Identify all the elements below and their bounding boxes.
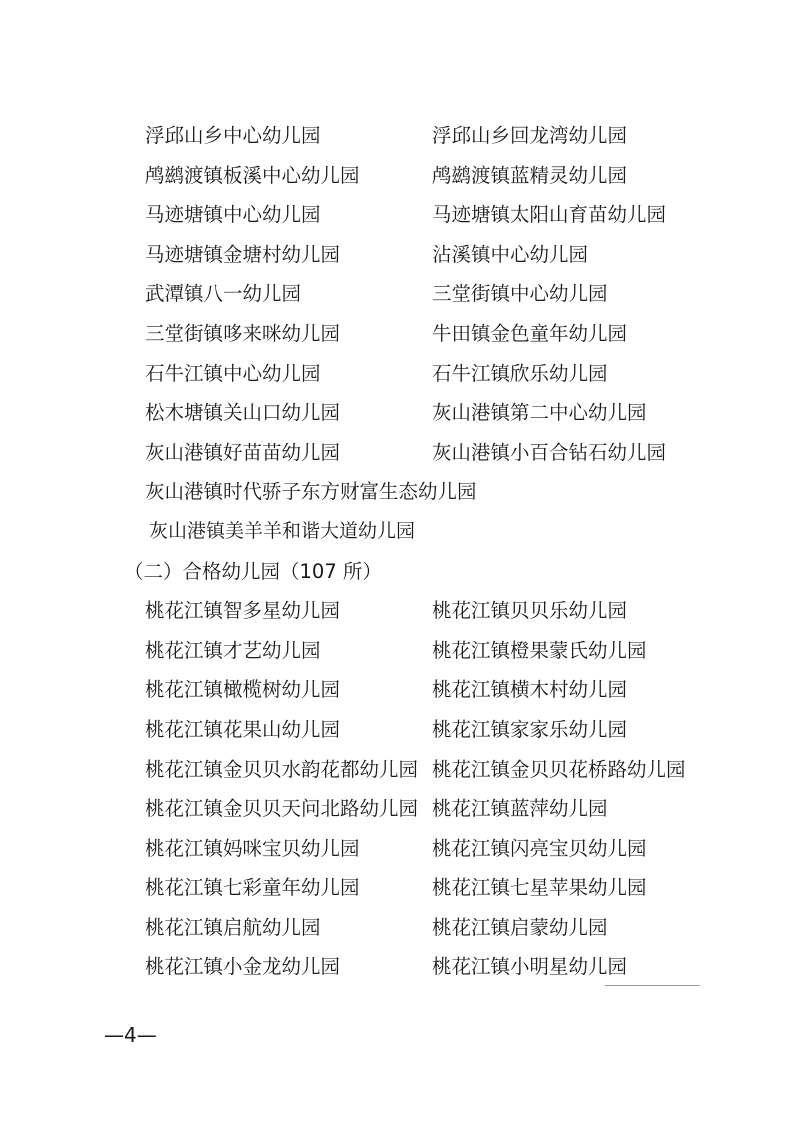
- list-item: 马迹塘镇中心幼儿园: [145, 203, 321, 227]
- list-item: 桃花江镇启蒙幼儿园: [432, 915, 608, 939]
- list-item: 灰山港镇时代骄子东方财富生态幼儿园: [145, 480, 477, 504]
- list-row: [0, 789, 793, 829]
- list-item: 灰山港镇第二中心幼儿园: [432, 401, 647, 425]
- list-row: [0, 235, 793, 275]
- list-item: 桃花江镇花果山幼儿园: [145, 717, 341, 741]
- list-row: [0, 393, 793, 433]
- list-row: [0, 354, 793, 394]
- section-heading-row: [0, 552, 793, 592]
- list-item: 牛田镇金色童年幼儿园: [432, 321, 628, 345]
- list-row: [0, 195, 793, 235]
- list-item: 鸬鹚渡镇板溪中心幼儿园: [145, 163, 360, 187]
- list-item: 桃花江镇闪亮宝贝幼儿园: [432, 836, 647, 860]
- list-item: 三堂街镇中心幼儿园: [432, 282, 608, 306]
- list-row: [0, 670, 793, 710]
- kindergarten-list: [0, 116, 793, 987]
- list-item: 松木塘镇关山口幼儿园: [145, 401, 341, 425]
- list-row: [0, 868, 793, 908]
- list-row: [0, 908, 793, 948]
- list-item: 马迹塘镇太阳山育苗幼儿园: [432, 203, 667, 227]
- list-row: [0, 314, 793, 354]
- list-row: [0, 591, 793, 631]
- list-item: 桃花江镇启航幼儿园: [145, 915, 321, 939]
- list-item: 桃花江镇才艺幼儿园: [145, 638, 321, 662]
- list-item: 桃花江镇金贝贝水韵花都幼儿园: [145, 757, 419, 781]
- list-item: 桃花江镇橄榄树幼儿园: [145, 678, 341, 702]
- list-item: 桃花江镇金贝贝花桥路幼儿园: [432, 757, 686, 781]
- list-row: [0, 433, 793, 473]
- list-item: 浮邱山乡回龙湾幼儿园: [432, 124, 628, 147]
- list-item: 桃花江镇妈咪宝贝幼儿园: [145, 836, 360, 860]
- list-item: 灰山港镇好苗苗幼儿园: [145, 440, 341, 464]
- list-row: [0, 829, 793, 869]
- list-item: 桃花江镇小明星幼儿园: [432, 955, 628, 979]
- list-item: 灰山港镇小百合钻石幼儿园: [432, 440, 667, 464]
- list-item: 鸬鹚渡镇蓝精灵幼儿园: [432, 163, 628, 187]
- list-row: [0, 631, 793, 671]
- list-row: [0, 710, 793, 750]
- list-item: 沾溪镇中心幼儿园: [432, 242, 589, 266]
- list-item: 桃花江镇橙果蒙氏幼儿园: [432, 638, 647, 662]
- list-item: 桃花江镇七彩童年幼儿园: [145, 876, 360, 900]
- list-item: 武潭镇八一幼儿园: [145, 282, 302, 306]
- list-item: 马迹塘镇金塘村幼儿园: [145, 242, 341, 266]
- list-item: 桃花江镇智多星幼儿园: [145, 599, 341, 623]
- page-number: —4—: [104, 1023, 157, 1047]
- footer-divider: [605, 985, 700, 986]
- list-row: [0, 472, 793, 512]
- list-row: [0, 512, 793, 552]
- list-item: 桃花江镇蓝萍幼儿园: [432, 797, 608, 821]
- list-item: 灰山港镇美羊羊和谐大道幼儿园: [149, 519, 416, 542]
- list-row: [0, 274, 793, 314]
- list-row: [0, 947, 793, 987]
- list-item: 桃花江镇家家乐幼儿园: [432, 717, 628, 741]
- list-item: 石牛江镇欣乐幼儿园: [432, 361, 608, 385]
- list-item: 桃花江镇贝贝乐幼儿园: [432, 599, 628, 623]
- list-item: 浮邱山乡中心幼儿园: [145, 124, 321, 147]
- list-row: [0, 750, 793, 790]
- list-item: 桃花江镇横木村幼儿园: [432, 678, 628, 702]
- list-item: 桃花江镇七星苹果幼儿园: [432, 876, 647, 900]
- list-item: 桃花江镇小金龙幼儿园: [145, 955, 341, 979]
- list-item: 桃花江镇金贝贝天问北路幼儿园: [145, 797, 419, 821]
- section-heading: （二）合格幼儿园（107 所）: [124, 559, 382, 583]
- list-row: [0, 116, 793, 156]
- list-item: 石牛江镇中心幼儿园: [145, 361, 321, 385]
- list-row: [0, 156, 793, 196]
- list-item: 三堂街镇哆来咪幼儿园: [145, 321, 341, 345]
